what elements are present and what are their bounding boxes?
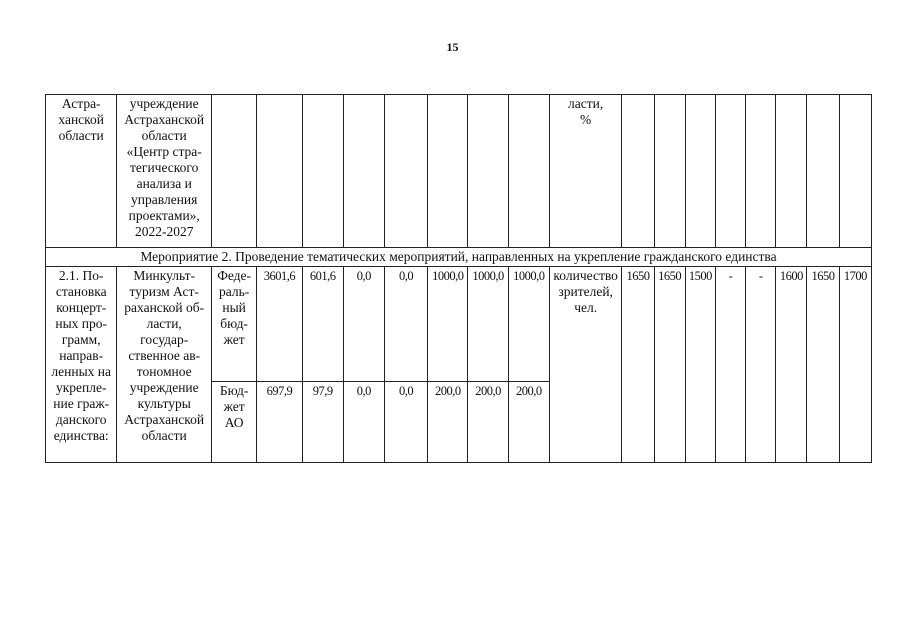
indicator-value-cell: -	[715, 267, 745, 463]
amount-cell: 200,0	[428, 382, 468, 463]
empty-cell	[384, 95, 427, 248]
empty-cell	[508, 95, 549, 248]
indicator-value-cell: -	[746, 267, 776, 463]
event-indicator-cell: количество зрителей, чел.	[549, 267, 621, 463]
page-number: 15	[446, 40, 459, 54]
empty-cell	[211, 95, 256, 248]
section-title: Мероприятие 2. Проведение тематических мероприятий, направленных на укрепление гражданского единства	[46, 248, 872, 267]
empty-cell	[807, 95, 839, 248]
amount-cell: 1000,0	[428, 267, 468, 382]
empty-cell	[654, 95, 685, 248]
empty-cell	[622, 95, 654, 248]
indicator-value-cell: 1650	[807, 267, 839, 463]
empty-cell	[746, 95, 776, 248]
executor-cell: учреждение Астраханской области «Центр стра- тегического анализа и управления проектами», 2022-2027	[117, 95, 212, 248]
empty-cell	[776, 95, 807, 248]
empty-cell	[685, 95, 715, 248]
entity-cell: Астра- ханской области	[46, 95, 117, 248]
amount-cell: 3601,6	[257, 267, 302, 382]
event-row-federal	[46, 267, 872, 382]
indicator-value-cell: 1700	[839, 267, 871, 463]
empty-cell	[257, 95, 302, 248]
amount-cell: 97,9	[302, 382, 343, 463]
empty-cell	[343, 95, 384, 248]
empty-cell	[839, 95, 871, 248]
amount-cell: 0,0	[343, 267, 384, 382]
empty-cell	[302, 95, 343, 248]
event-name-cell: 2.1. По- становка концерт- ных про- грамм, направ- ленных на укрепле- ние граж- данского единства:	[46, 267, 117, 463]
amount-cell: 0,0	[384, 267, 427, 382]
funding-source-federal: Феде- раль- ный бюд- жет	[211, 267, 256, 382]
empty-cell	[715, 95, 745, 248]
amount-cell: 697,9	[257, 382, 302, 463]
indicator-cell: ласти, %	[549, 95, 621, 248]
empty-cell	[428, 95, 468, 248]
section-row	[46, 248, 872, 267]
amount-cell: 200,0	[508, 382, 549, 463]
indicator-value-cell: 1650	[622, 267, 654, 463]
indicator-value-cell: 1650	[654, 267, 685, 463]
amount-cell: 601,6	[302, 267, 343, 382]
empty-cell	[468, 95, 508, 248]
amount-cell: 1000,0	[508, 267, 549, 382]
funding-source-regional: Бюд- жет АО	[211, 382, 256, 463]
amount-cell: 0,0	[343, 382, 384, 463]
indicator-value-cell: 1600	[776, 267, 807, 463]
amount-cell: 1000,0	[468, 267, 508, 382]
amount-cell: 0,0	[384, 382, 427, 463]
amount-cell: 200,0	[468, 382, 508, 463]
event-executor-cell: Минкульт- туризм Аст- раханской об- ласти, государ- ственное ав- тономное учреждение культуры Астраханской области	[117, 267, 212, 463]
continuation-row	[46, 95, 872, 248]
program-table	[45, 94, 872, 463]
indicator-value-cell: 1500	[685, 267, 715, 463]
